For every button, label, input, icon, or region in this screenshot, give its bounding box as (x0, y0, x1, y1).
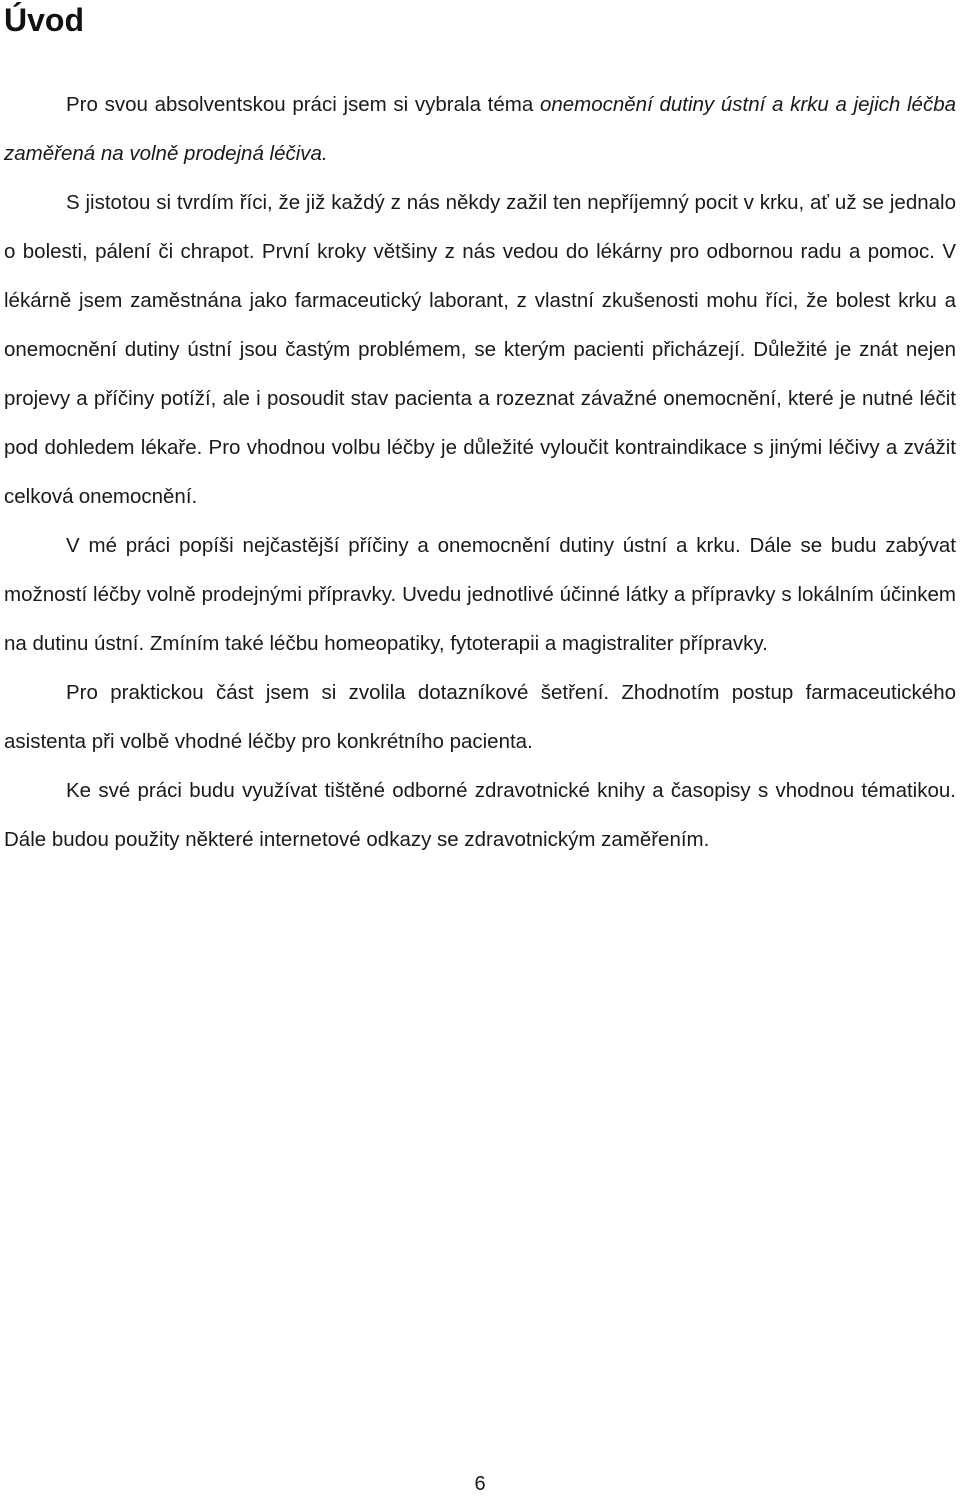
paragraph-motivation: S jistotou si tvrdím říci, že již každý z nás někdy zažil ten nepříjemný pocit v krku, ať už se jednalo o bolesti, pálení či chrapot. První kroky většiny z nás vedou do lékárny pro odbornou radu a pomoc. V lékárně jsem zaměstnána jako farmaceutický laborant, z vlastní zkušenosti mohu říci, že bolest krku a onemocnění dutiny ústní jsou častým problémem, se kterým pacienti přicházejí. Důležité je znát nejen projevy a příčiny potíží, ale i posoudit stav pacienta a rozeznat závažné onemocnění, které je nutné léčit pod dohledem lékaře. Pro vhodnou volbu léčby je důležité vyloučit kontraindikace s jinými léčivy a zvážit celková onemocnění. (4, 191, 956, 508)
paragraph-topic (4, 80, 956, 178)
paragraph-topic-title: onemocnění dutiny ústní a krku a jejich léčba zaměřená na volně prodejná léčiva. (4, 93, 956, 165)
paragraph-sources: Ke své práci budu využívat tištěné odborné zdravotnické knihy a časopisy s vhodnou tématikou. Dále budou použity některé internetové odkazy se zdravotnickým zaměřením. (4, 779, 956, 851)
page-number: 6 (474, 1473, 486, 1495)
paragraph-topic-intro: Pro svou absolventskou práci jsem si vybrala téma (66, 93, 540, 116)
section-heading: Úvod (4, 2, 84, 38)
paragraph-practical-part: Pro praktickou část jsem si zvolila dotazníkové šetření. Zhodnotím postup farmaceutického asistenta při volbě vhodné léčby pro konkrétního pacienta. (4, 681, 956, 753)
body-text (4, 80, 956, 864)
paragraph-content-overview: V mé práci popíši nejčastější příčiny a onemocnění dutiny ústní a krku. Dále se budu zabývat možností léčby volně prodejnými přípravky. Uvedu jednotlivé účinné látky a přípravky s lokálním účinkem na dutinu ústní. Zmíním také léčbu homeopatiky, fytoterapii a magistraliter přípravky. (4, 534, 956, 655)
